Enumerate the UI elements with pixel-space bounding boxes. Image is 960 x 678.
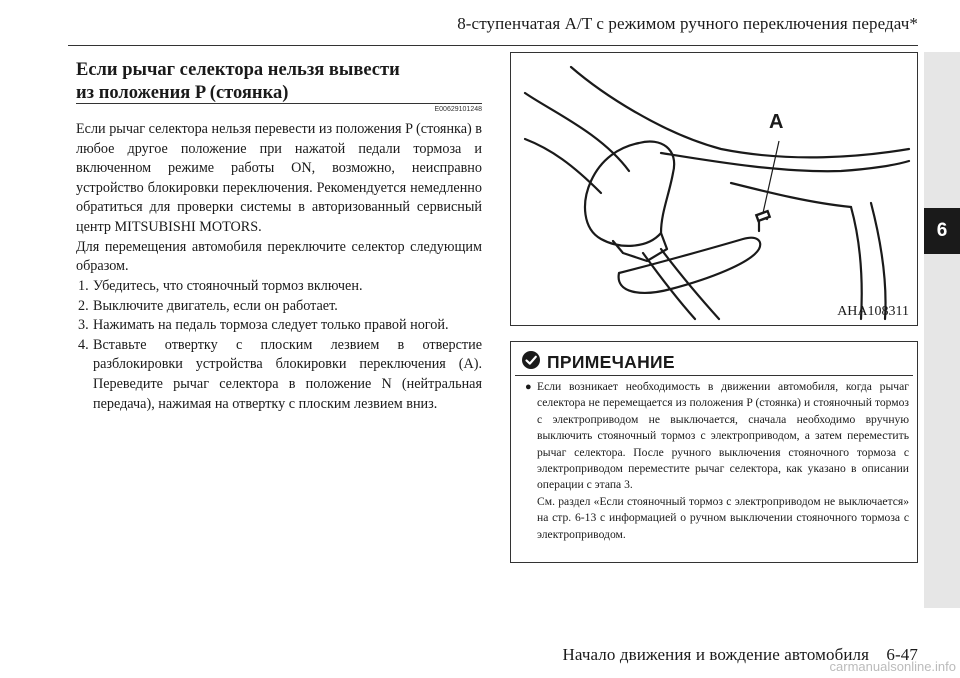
note-box (510, 341, 918, 563)
step-text: Выключите двигатель, если он работает. (93, 297, 338, 314)
body-paragraph-2: Для перемещения автомобиля переключите селектор следующим образом. (76, 238, 482, 275)
chapter-tab: 6 (924, 208, 960, 254)
section-title: Если рычаг селектора нельзя вывести из положения P (стоянка) (76, 60, 400, 103)
step-number: 2. (78, 297, 89, 314)
note-bullet-item (525, 379, 909, 494)
note-reference: См. раздел «Если стояночный тормоз с электроприводом не выключается» на стр. 6-13 с информацией о ручном выключении стояночного тормоза с электроприводом. (537, 494, 909, 541)
step-number: 1. (78, 278, 89, 294)
header-rule (68, 45, 918, 46)
footer-text: Начало движения и вождение автомобиля 6-47 (562, 645, 918, 664)
step-text: Убедитесь, что стояночный тормоз включен. (93, 278, 363, 294)
step-item (78, 316, 482, 336)
gear-selector-illustration (511, 53, 917, 325)
callout-a-label: A (769, 111, 784, 133)
bullet-icon: ● (525, 381, 532, 393)
step-number: 4. (78, 336, 89, 353)
section-code: E00629101248 (434, 106, 482, 113)
figure-code: AHA108311 (837, 304, 909, 319)
watermark: carmanualsonline.info (829, 659, 956, 674)
body-text (76, 120, 482, 277)
body-paragraph-1: Если рычаг селектора нельзя перевести из положения P (стоянка) в любое другое положение при нажатой педали тормоза и включенном режиме работы ON, возможно, неисправно устройство блокировки переключения. Рекомендуется немедленно обратиться для проверки системы в авторизованный сервисный центр MITSUBISHI MOTORS. (76, 121, 482, 235)
step-item (78, 297, 482, 317)
note-rule (515, 375, 913, 376)
step-item (78, 277, 482, 297)
chapter-tab-strip (924, 52, 960, 608)
step-item (78, 336, 482, 414)
note-header (521, 350, 675, 375)
running-header: 8-ступенчатая A/T с режимом ручного переключения передач* (457, 14, 918, 33)
note-title: ПРИМЕЧАНИЕ (547, 352, 675, 372)
step-number: 3. (78, 317, 89, 334)
step-text: Вставьте отвертку с плоским лезвием в отверстие разблокировки устройства блокировки переключения (A). Переведите рычаг селектора в положение N (нейтральная передача), нажимая на отвертку с плоским лезвием вниз. (93, 336, 482, 412)
note-body (525, 379, 909, 543)
title-rule (76, 103, 482, 104)
note-text: Если возникает необходимость в движении автомобиля, когда рычаг селектора не перемещается из положения P (стоянка) и стояночный тормоз с электроприводом не выключается, сначала необходимо вручную выключить стояночный тормоз с электроприводом, а затем переместить рычаг селектора. После ручного выключения стояночного тормоза с электроприводом переместите рычаг селектора, как указано в описании операции с этапа 3. (537, 380, 909, 492)
step-list (78, 277, 482, 414)
gear-selector-figure (510, 52, 918, 326)
note-check-icon (521, 350, 541, 375)
step-text: Нажимать на педаль тормоза следует только правой ногой. (93, 317, 449, 334)
